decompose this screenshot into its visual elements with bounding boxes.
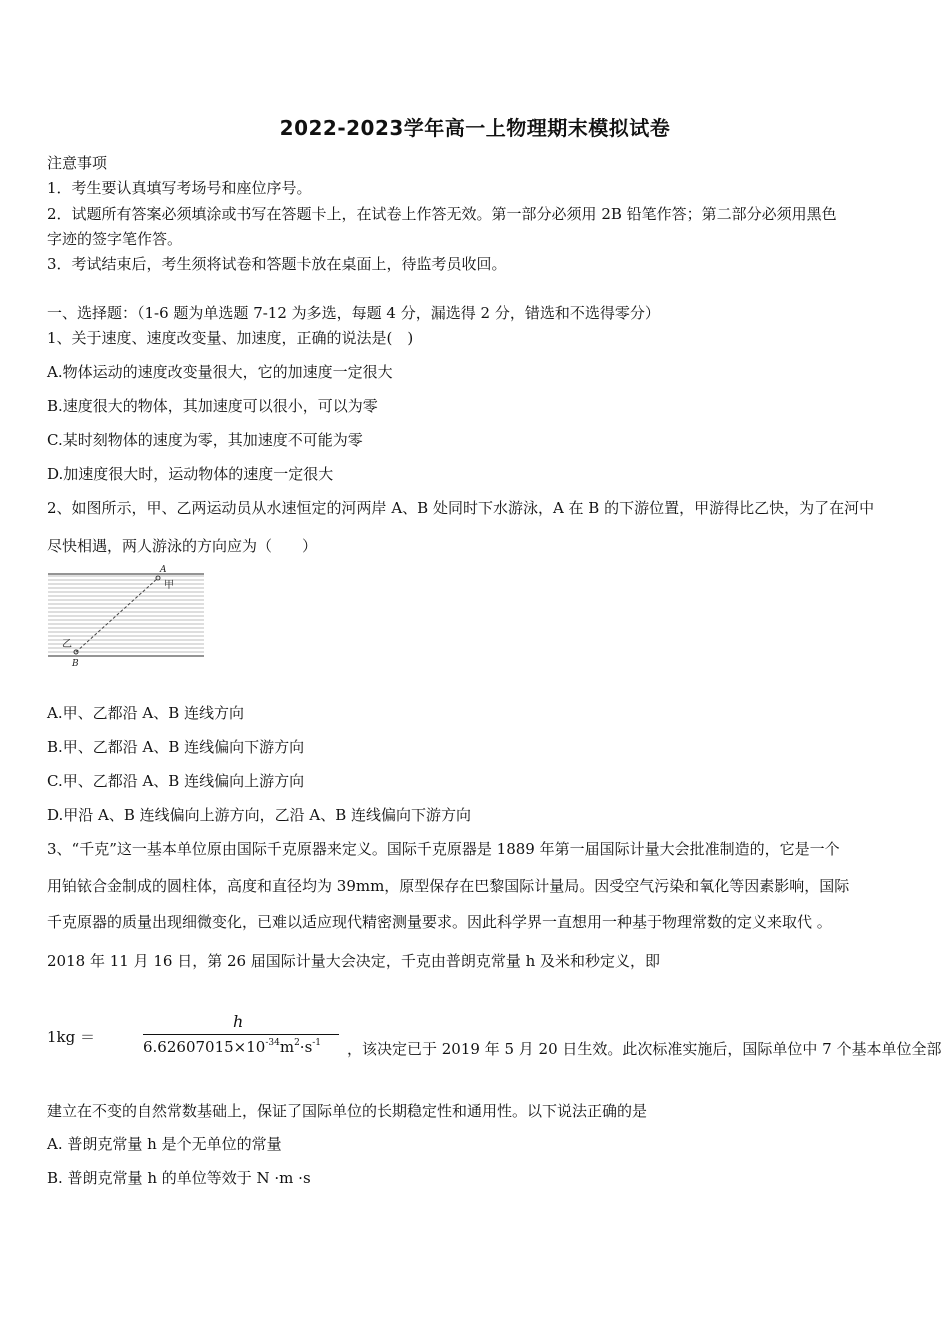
swimmer-yi-label: 乙 <box>62 639 72 650</box>
question-3-stem: 3、“千克”这一基本单位原由国际千克原器来定义。国际千克原器是 1889 年第一届国际计量大会批准制造的，它是一个 <box>47 840 840 858</box>
notice-heading: 注意事项 <box>47 154 108 172</box>
notice-item: 2．试题所有答案必须填涂或书写在答题卡上，在试卷上作答无效。第一部分必须用 2B 铅笔作答；第二部分必须用黑色 <box>47 205 837 223</box>
question-3-stem: 用铂铱合金制成的圆柱体，高度和直径均为 39mm，原型保存在巴黎国际计量局。因受空气污染和氧化等因素影响，国际 <box>47 877 850 895</box>
formula-tail-text: ，该决定已于 2019 年 5 月 20 日生效。此次标准实施后，国际单位中 7 个基本单位全部 <box>347 1040 942 1058</box>
formula-lhs: 1kg ＝ <box>47 1028 96 1046</box>
question-3-stem: 2018 年 11 月 16 日，第 26 届国际计量大会决定，千克由普朗克常量 h 及米和秒定义，即 <box>47 952 661 970</box>
question-3-option-b: B. 普朗克常量 h 的单位等效于 N ·m ·s <box>47 1169 311 1187</box>
formula-numerator: h <box>233 1012 244 1031</box>
section-heading: 一、选择题：（1-6 题为单选题 7-12 为多选，每题 4 分，漏选得 2 分，错选和不选得零分） <box>47 304 660 322</box>
swimmer-jia-label: 甲 <box>164 580 174 591</box>
page-title: 2022-2023学年高一上物理期末模拟试卷 <box>279 116 671 140</box>
question-1-stem: 1、关于速度、速度改变量、加速度，正确的说法是( ) <box>47 329 414 347</box>
question-1-option-c: C.某时刻物体的速度为零，其加速度不可能为零 <box>47 431 363 449</box>
question-1-option-d: D.加速度很大时，运动物体的速度一定很大 <box>47 465 334 483</box>
question-3-option-a: A. 普朗克常量 h 是个无单位的常量 <box>47 1135 282 1153</box>
question-2-stem: 2、如图所示，甲、乙两运动员从水速恒定的河两岸 A、B 处同时下水游泳，A 在 B 的下游位置，甲游得比乙快，为了在河中 <box>47 499 875 517</box>
question-3-stem: 千克原器的质量出现细微变化，已难以适应现代精密测量要求。因此科学界一直想用一种基于物理常数的定义来取代 。 <box>47 913 832 931</box>
question-2-option-d: D.甲沿 A、B 连线偏向上游方向，乙沿 A、B 连线偏向下游方向 <box>47 806 472 824</box>
notice-item: 1．考生要认真填写考场号和座位序号。 <box>47 179 312 197</box>
question-2-option-c: C.甲、乙都沿 A、B 连线偏向上游方向 <box>47 772 305 790</box>
notice-item: 3．考试结束后，考生须将试卷和答题卡放在桌面上，待监考员收回。 <box>47 255 507 273</box>
point-b-label: B <box>72 659 79 669</box>
kilogram-definition-formula <box>47 1010 942 1064</box>
point-a-label: A <box>160 565 167 575</box>
question-2-option-b: B.甲、乙都沿 A、B 连线偏向下游方向 <box>47 738 305 756</box>
fraction-bar <box>143 1034 339 1035</box>
question-1-option-a: A.物体运动的速度改变量很大，它的加速度一定很大 <box>47 363 393 381</box>
question-1-option-b: B.速度很大的物体，其加速度可以很小，可以为零 <box>47 397 378 415</box>
formula-denominator: $6.62607015\times 10^{-34}m^2\cdot s^{-1}$ <box>143 1038 322 1056</box>
notice-item: 字迹的签字笔作答。 <box>47 230 183 248</box>
river-diagram <box>46 564 206 670</box>
question-2-stem: 尽快相遇，两人游泳的方向应为（ ） <box>47 537 318 555</box>
question-3-stem: 建立在不变的自然常数基础上，保证了国际单位的长期稳定性和通用性。以下说法正确的是 <box>47 1102 648 1120</box>
question-2-option-a: A.甲、乙都沿 A、B 连线方向 <box>47 704 244 722</box>
